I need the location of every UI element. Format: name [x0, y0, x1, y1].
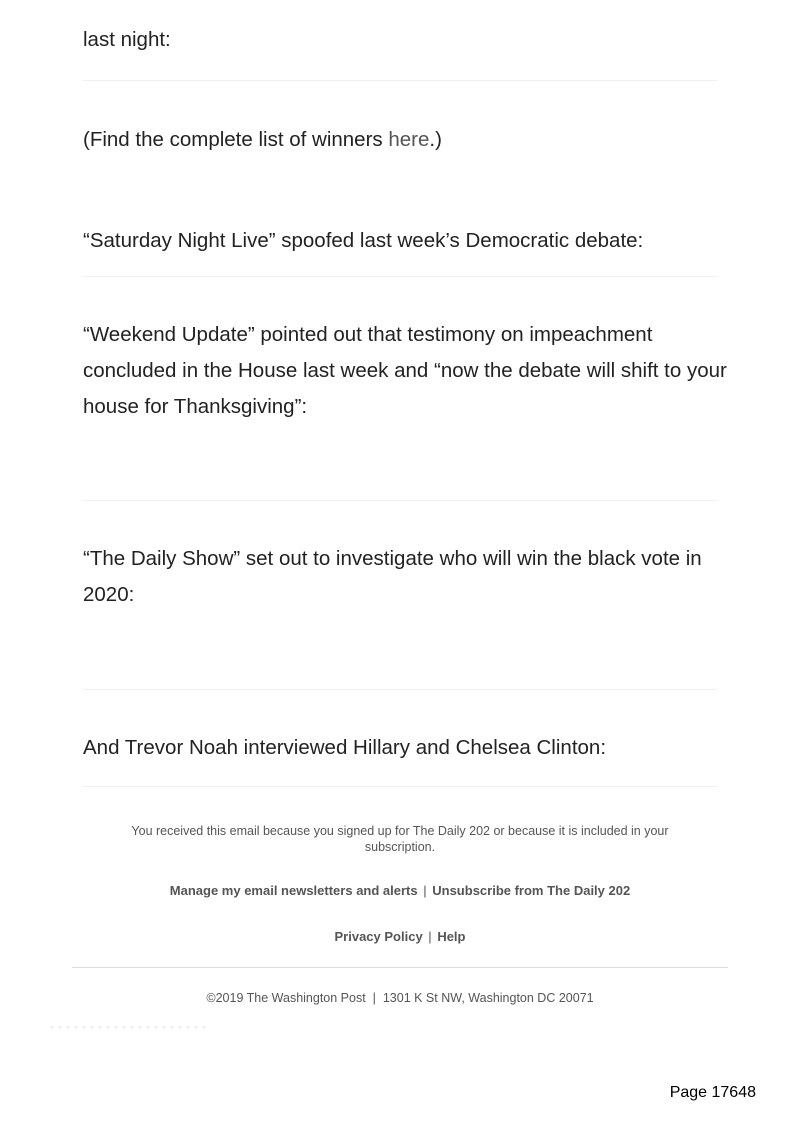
- weekend-update-line-2: concluded in the House last week and “now the debate will shift to your: [83, 359, 727, 382]
- newsletter-links: [83, 883, 717, 898]
- winners-list-link[interactable]: here: [388, 128, 430, 151]
- help-link[interactable]: Help: [437, 929, 466, 944]
- divider: [83, 500, 717, 501]
- subscription-notice: [110, 823, 690, 855]
- weekend-update-line-1: “Weekend Update” pointed out that testimony on impeachment: [83, 323, 653, 346]
- find-winners-prefix: (Find the complete list of winners: [83, 128, 389, 151]
- daily-show-line-1: “The Daily Show” set out to investigate who will win the black vote in: [83, 547, 702, 570]
- divider: [83, 276, 717, 277]
- divider: [83, 786, 717, 787]
- policy-links: [83, 929, 717, 944]
- article-fragment-top: last night:: [83, 28, 171, 51]
- snl-paragraph: “Saturday Night Live” spoofed last week’s Democratic debate:: [83, 229, 644, 252]
- manage-newsletters-link[interactable]: Manage my email newsletters and alerts: [169, 883, 418, 898]
- link-separator: |: [428, 929, 432, 944]
- copyright-notice: ©2019 The Washington Post | 1301 K St NW, Washington DC 20071: [206, 991, 594, 1005]
- link-separator: |: [423, 883, 427, 898]
- daily-show-line-2: 2020:: [83, 583, 135, 606]
- divider: [83, 80, 717, 81]
- divider: [83, 689, 717, 690]
- subscription-notice-line-2: subscription.: [364, 840, 436, 854]
- subscription-notice-line-1: You received this email because you signed up for The Daily 202 or because it is included in your: [131, 824, 669, 838]
- page-number: Page 17648: [669, 1084, 756, 1101]
- find-winners-suffix: .): [429, 128, 442, 151]
- weekend-update-line-3: house for Thanksgiving”:: [83, 395, 308, 418]
- unsubscribe-link[interactable]: Unsubscribe from The Daily 202: [432, 883, 631, 898]
- trevor-noah-paragraph: And Trevor Noah interviewed Hillary and Chelsea Clinton:: [83, 736, 607, 759]
- privacy-policy-link[interactable]: Privacy Policy: [334, 929, 423, 944]
- find-winners-paragraph: [83, 122, 723, 158]
- footer-divider: [72, 967, 728, 968]
- decorative-dotted-line: [48, 1024, 208, 1030]
